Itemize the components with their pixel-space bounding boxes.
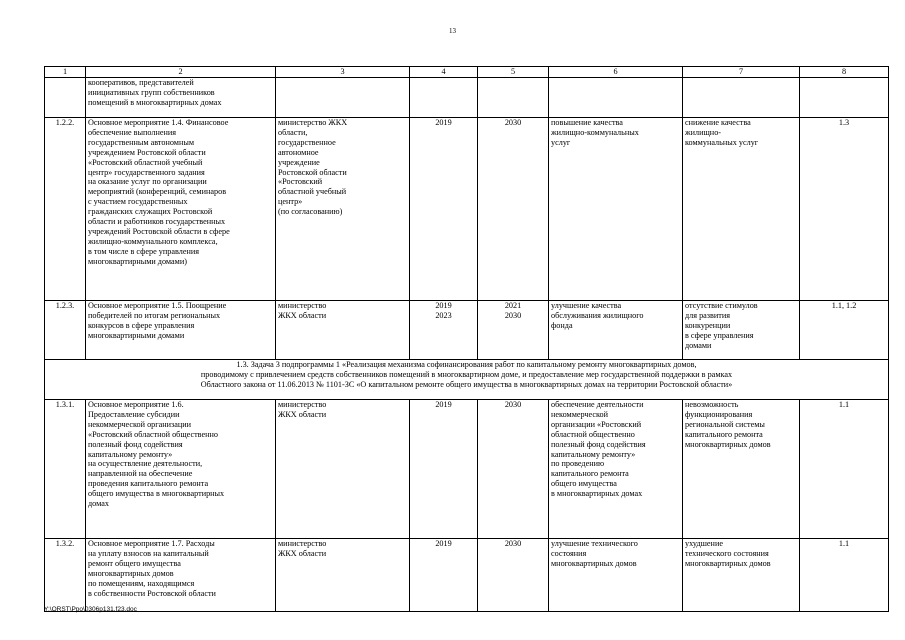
cell-result: улучшение технического состояния многоквартирных домов [549, 539, 683, 612]
task-header: 1.3. Задача 3 подпрограммы 1 «Реализация механизма софинансирования работ по капитальному ремонту многоквартирных домов, проводимому с привлечением средств собственников помещений в многоквартирном доме, и предоставление мер государственной поддержки в рамках Областного закона от 11.06.2013 № 1101-ЗС «О капитальном ремонте общего имущества в многоквартирных домах на территории Ростовской области» [45, 360, 889, 400]
column-number: 7 [683, 67, 800, 78]
column-number: 4 [410, 67, 478, 78]
cell-link: 1.1 [800, 539, 889, 612]
cell-start: 2019 [410, 118, 478, 301]
cell-name: Основное мероприятие 1.7. Расходы на уплату взносов на капитальный ремонт общего имущества многоквартирных домов по помещениям, находящимся в собственности Ростовской области [86, 539, 276, 612]
cell-result: повышение качества жилищно-коммунальных услуг [549, 118, 683, 301]
table-row [45, 118, 889, 301]
table-row [45, 301, 889, 360]
cell-executor: министерство ЖКХ области, государственное автономное учреждение Ростовской области «Ростовский областной учебный центр» (по согласованию) [276, 118, 410, 301]
cell-start: 2019 2023 [410, 301, 478, 360]
page-number: 13 [449, 27, 456, 35]
cell-link [800, 78, 889, 118]
cell-num: 1.3.2. [45, 539, 86, 612]
cell-num: 1.2.3. [45, 301, 86, 360]
cell-link: 1.1, 1.2 [800, 301, 889, 360]
cell-name: Основное мероприятие 1.4. Финансовое обеспечение выполнения государственным автономным учреждением Ростовской области «Ростовский областной учебный центр» государственного задания на оказание услуг по организации мероприятий (конференций, семинаров с участием государственных гражданских служащих Ростовской области и работников государственных учреждений Ростовской области в сфере жилищно-коммунального комплекса, в том числе в сфере управления многоквартирными домами) [86, 118, 276, 301]
cell-num [45, 78, 86, 118]
column-number: 3 [276, 67, 410, 78]
cell-consequence [683, 78, 800, 118]
column-number: 6 [549, 67, 683, 78]
column-number: 5 [478, 67, 549, 78]
cell-end: 2030 [478, 400, 549, 539]
cell-end: 2030 [478, 118, 549, 301]
table-row-continued [45, 78, 889, 118]
rows-group-b [45, 400, 889, 612]
cell-start: 2019 [410, 400, 478, 539]
cell-executor: министерство ЖКХ области [276, 400, 410, 539]
cell-consequence: ухудшение технического состояния многоквартирных домов [683, 539, 800, 612]
file-path-footer: Y:\ORST\Ppo\0306p131.f23.doc [44, 606, 137, 613]
table-row [45, 400, 889, 539]
cell-link: 1.1 [800, 400, 889, 539]
cell-consequence: снижение качества жилищно- коммунальных услуг [683, 118, 800, 301]
cell-result: улучшение качества обслуживания жилищного фонда [549, 301, 683, 360]
cell-result: обеспечение деятельности некоммерческой организации «Ростовский областной общественно полезный фонд содействия капитальному ремонту» по проведению капитального ремонта общего имущества в многоквартирных домах [549, 400, 683, 539]
cell-end: 2030 [478, 539, 549, 612]
cell-start [410, 78, 478, 118]
cell-result [549, 78, 683, 118]
cell-executor [276, 78, 410, 118]
cell-executor: министерство ЖКХ области [276, 539, 410, 612]
cell-num: 1.3.1. [45, 400, 86, 539]
cell-consequence: отсутствие стимулов для развития конкуренции в сфере управления домами [683, 301, 800, 360]
measures-table [44, 66, 889, 612]
cell-end: 2021 2030 [478, 301, 549, 360]
cell-num: 1.2.2. [45, 118, 86, 301]
task-header-row [45, 360, 889, 400]
cell-name: кооперативов, представителей инициативных групп собственников помещений в многоквартирных домах [86, 78, 276, 118]
column-number-row [45, 67, 889, 78]
column-number: 2 [86, 67, 276, 78]
column-number: 1 [45, 67, 86, 78]
cell-end [478, 78, 549, 118]
column-number: 8 [800, 67, 889, 78]
cell-name: Основное мероприятие 1.5. Поощрение победителей по итогам региональных конкурсов в сфере управления многоквартирными домами [86, 301, 276, 360]
table-row [45, 539, 889, 612]
cell-consequence: невозможность функционирования региональной системы капитального ремонта многоквартирных домов [683, 400, 800, 539]
cell-name: Основное мероприятие 1.6. Предоставление субсидии некоммерческой организации «Ростовский областной общественно полезный фонд содействия капитальному ремонту» на осуществление деятельности, направленной на обеспечение проведения капитального ремонта общего имущества в многоквартирных домах [86, 400, 276, 539]
rows-group-a [45, 118, 889, 360]
cell-executor: министерство ЖКХ области [276, 301, 410, 360]
cell-link: 1.3 [800, 118, 889, 301]
cell-start: 2019 [410, 539, 478, 612]
